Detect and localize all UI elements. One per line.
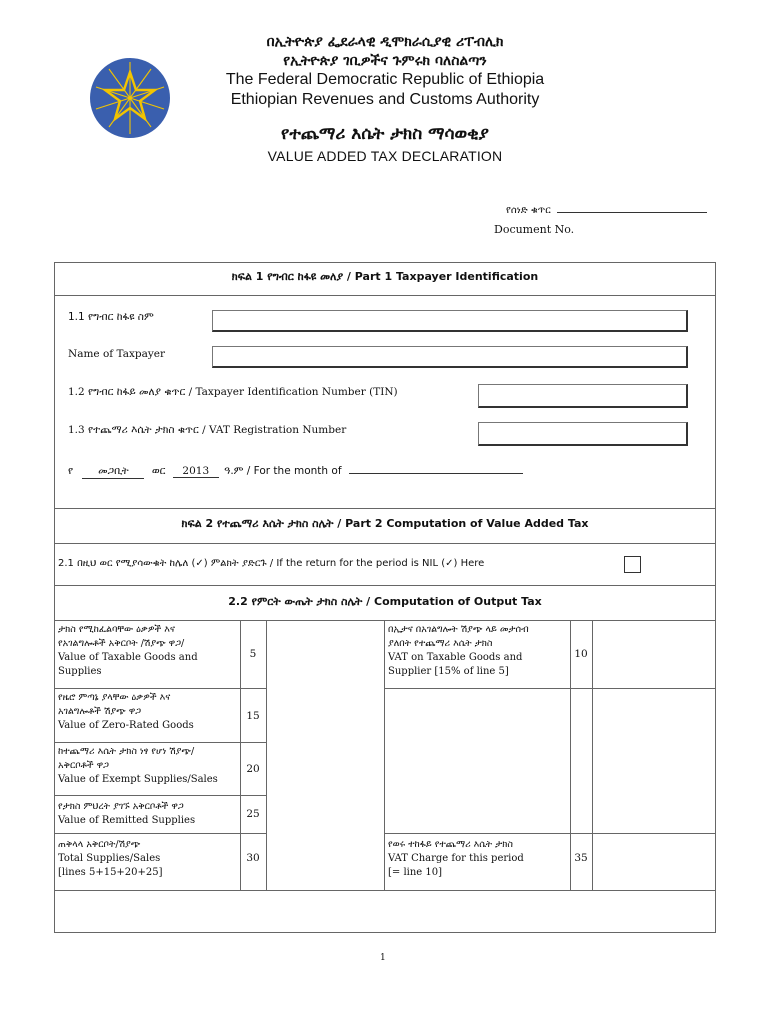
- authority-name-english: Ethiopian Revenues and Customs Authority: [230, 91, 540, 108]
- ethiopian-emblem-icon: [88, 56, 172, 140]
- line-10-amount-field[interactable]: [593, 621, 715, 687]
- line-20-amount-field[interactable]: [267, 743, 383, 794]
- table-row-line: [384, 688, 716, 689]
- table-column-line: [570, 620, 571, 890]
- year-suffix-label: ዓ.ም / For the month of: [224, 465, 342, 477]
- divider: [54, 295, 716, 296]
- row-label-english: Value of Remitted Supplies: [58, 815, 196, 826]
- period-month-line-field[interactable]: [349, 463, 523, 474]
- taxpayer-name-field-2[interactable]: [212, 346, 688, 368]
- row-label-amharic: የታክስ ምህረት ያገኙ አቅርቦቶች ዋጋ: [58, 801, 184, 812]
- row-label-english: [= line 10]: [388, 867, 443, 878]
- table-column-line: [384, 620, 385, 890]
- table-row-line: [54, 688, 266, 689]
- table-row-line: [54, 742, 266, 743]
- row-label-amharic: ያለበት የተጨማሪ እሴት ታክስ: [388, 638, 493, 649]
- vat-registration-field[interactable]: [478, 422, 688, 446]
- taxpayer-name-label-amharic: 1.1 የግብር ከፋዩ ስም: [68, 311, 154, 323]
- table-row: [58, 623, 238, 679]
- row-label-amharic: በኢታና በአገልግሎት ሽያጭ ላይ መታሰብ: [388, 624, 529, 635]
- row-label-english: VAT Charge for this period: [388, 853, 524, 864]
- line-number: 20: [246, 763, 260, 775]
- year-value[interactable]: 2013: [173, 465, 219, 478]
- line-number: 25: [246, 808, 260, 820]
- form-title-amharic: የተጨማሪ እሴት ታክስ ማሳወቂያ: [281, 124, 489, 144]
- table-row-line: [54, 795, 266, 796]
- row-label-english: Value of Zero-Rated Goods: [58, 720, 194, 731]
- row-label-amharic: ታክስ የሚከፈልባቸው ዕቃዎች እና: [58, 624, 175, 635]
- line-35-amount-field[interactable]: [593, 834, 715, 889]
- country-name-amharic: በኢትዮጵያ ፌደራላዊ ዲሞክራሲያዊ ሪፐብሊክ: [266, 34, 504, 50]
- taxpayer-name-field-1[interactable]: [212, 310, 688, 332]
- month-value[interactable]: መጋቢት: [82, 465, 144, 479]
- line-5-amount-field[interactable]: [267, 621, 383, 687]
- line-number: 15: [246, 710, 260, 722]
- row-label-english: Value of Exempt Supplies/Sales: [58, 774, 218, 785]
- table-row: [388, 838, 568, 880]
- authority-name-amharic: የኢትዮጵያ ገቢዎችና ጉምሩክ ባለስልጣን: [283, 53, 487, 69]
- part2-heading: ክፍል 2 የተጨማሪ እሴት ታክስ ስሌት / Part 2 Computation of Value Added Tax: [181, 517, 589, 530]
- line-number: 35: [574, 852, 588, 864]
- line-25-amount-field[interactable]: [267, 796, 383, 832]
- row-label-english: VAT on Taxable Goods and: [388, 652, 523, 663]
- table-row: [58, 800, 238, 828]
- divider: [54, 508, 716, 509]
- table-row: [58, 691, 238, 733]
- row-label-english: Value of Taxable Goods and: [58, 652, 198, 663]
- table-row-line: [54, 833, 266, 834]
- row-label-amharic: የወሩ ተከፋይ የተጨማሪ እሴት ታክስ: [388, 839, 513, 850]
- month-prefix: የ: [68, 465, 74, 477]
- vat-registration-label: 1.3 የተጨማሪ እሴት ታክስ ቁጥር / VAT Registration Number: [68, 424, 347, 436]
- form-title-english: VALUE ADDED TAX DECLARATION: [267, 148, 503, 164]
- divider: [54, 585, 716, 586]
- taxpayer-name-label-english: Name of Taxpayer: [68, 348, 166, 360]
- part1-heading: ክፍል 1 የግብር ከፋዩ መለያ / Part 1 Taxpayer Identification: [231, 270, 539, 283]
- document-number-label-english: Document No.: [494, 223, 575, 236]
- document-number-field: [506, 202, 707, 216]
- document-number-label-amharic: የሰነድ ቁጥር: [506, 205, 551, 216]
- month-word: ወር: [151, 465, 166, 477]
- row-label-amharic: የዜሮ ምጣኔ ያላቸው ዕቃዎች እና: [58, 692, 171, 703]
- country-name-english: The Federal Democratic Republic of Ethiopia: [225, 71, 545, 88]
- line-number: 5: [249, 648, 257, 660]
- tin-field[interactable]: [478, 384, 688, 408]
- row-label-amharic: ጠቅላላ አቅርቦት/ሽያጭ: [58, 839, 141, 850]
- table-row: [58, 745, 238, 787]
- table-row: [388, 623, 568, 679]
- line-30-amount-field[interactable]: [267, 834, 383, 889]
- row-label-english: [lines 5+15+20+25]: [58, 867, 163, 878]
- table-row-line: [54, 890, 716, 891]
- period-month-line: [68, 463, 523, 479]
- row-label-english: Supplies: [58, 666, 102, 677]
- divider: [54, 543, 716, 544]
- tin-label: 1.2 የግብር ከፋይ መለያ ቁጥር / Taxpayer Identification Number (TIN): [68, 386, 398, 398]
- line-number: 30: [246, 852, 260, 864]
- output-tax-heading: 2.2 የምርት ውጤት ታክስ ስሌት / Computation of Output Tax: [228, 595, 542, 608]
- line-15-amount-field[interactable]: [267, 689, 383, 741]
- line-number: 10: [574, 648, 588, 660]
- row-label-amharic: የአገልግሎቶች አቅርቦት /ሽያጭ ዋጋ/: [58, 638, 185, 649]
- row-label-english: Supplier [15% of line 5]: [388, 666, 509, 677]
- nil-return-checkbox[interactable]: [624, 556, 641, 573]
- table-row: [58, 838, 238, 880]
- nil-return-label: 2.1 በዚህ ወር የሚያሳውቁት ከሌለ (✓) ምልክት ያድርጉ / If the return for the period is NIL (✓) Here: [58, 558, 485, 569]
- table-column-line: [240, 620, 241, 890]
- row-label-english: Total Supplies/Sales: [58, 853, 161, 864]
- row-label-amharic: ከተጨማሪ እሴት ታክስ ነፃ የሆነ ሽያጭ/: [58, 746, 195, 757]
- row-label-amharic: አቅርቦቶች ዋጋ: [58, 760, 110, 771]
- row-label-amharic: አገልግሎቶች ሽያጭ ዋጋ: [58, 706, 142, 717]
- document-number-line[interactable]: [557, 202, 707, 213]
- page-number: 1: [380, 953, 386, 963]
